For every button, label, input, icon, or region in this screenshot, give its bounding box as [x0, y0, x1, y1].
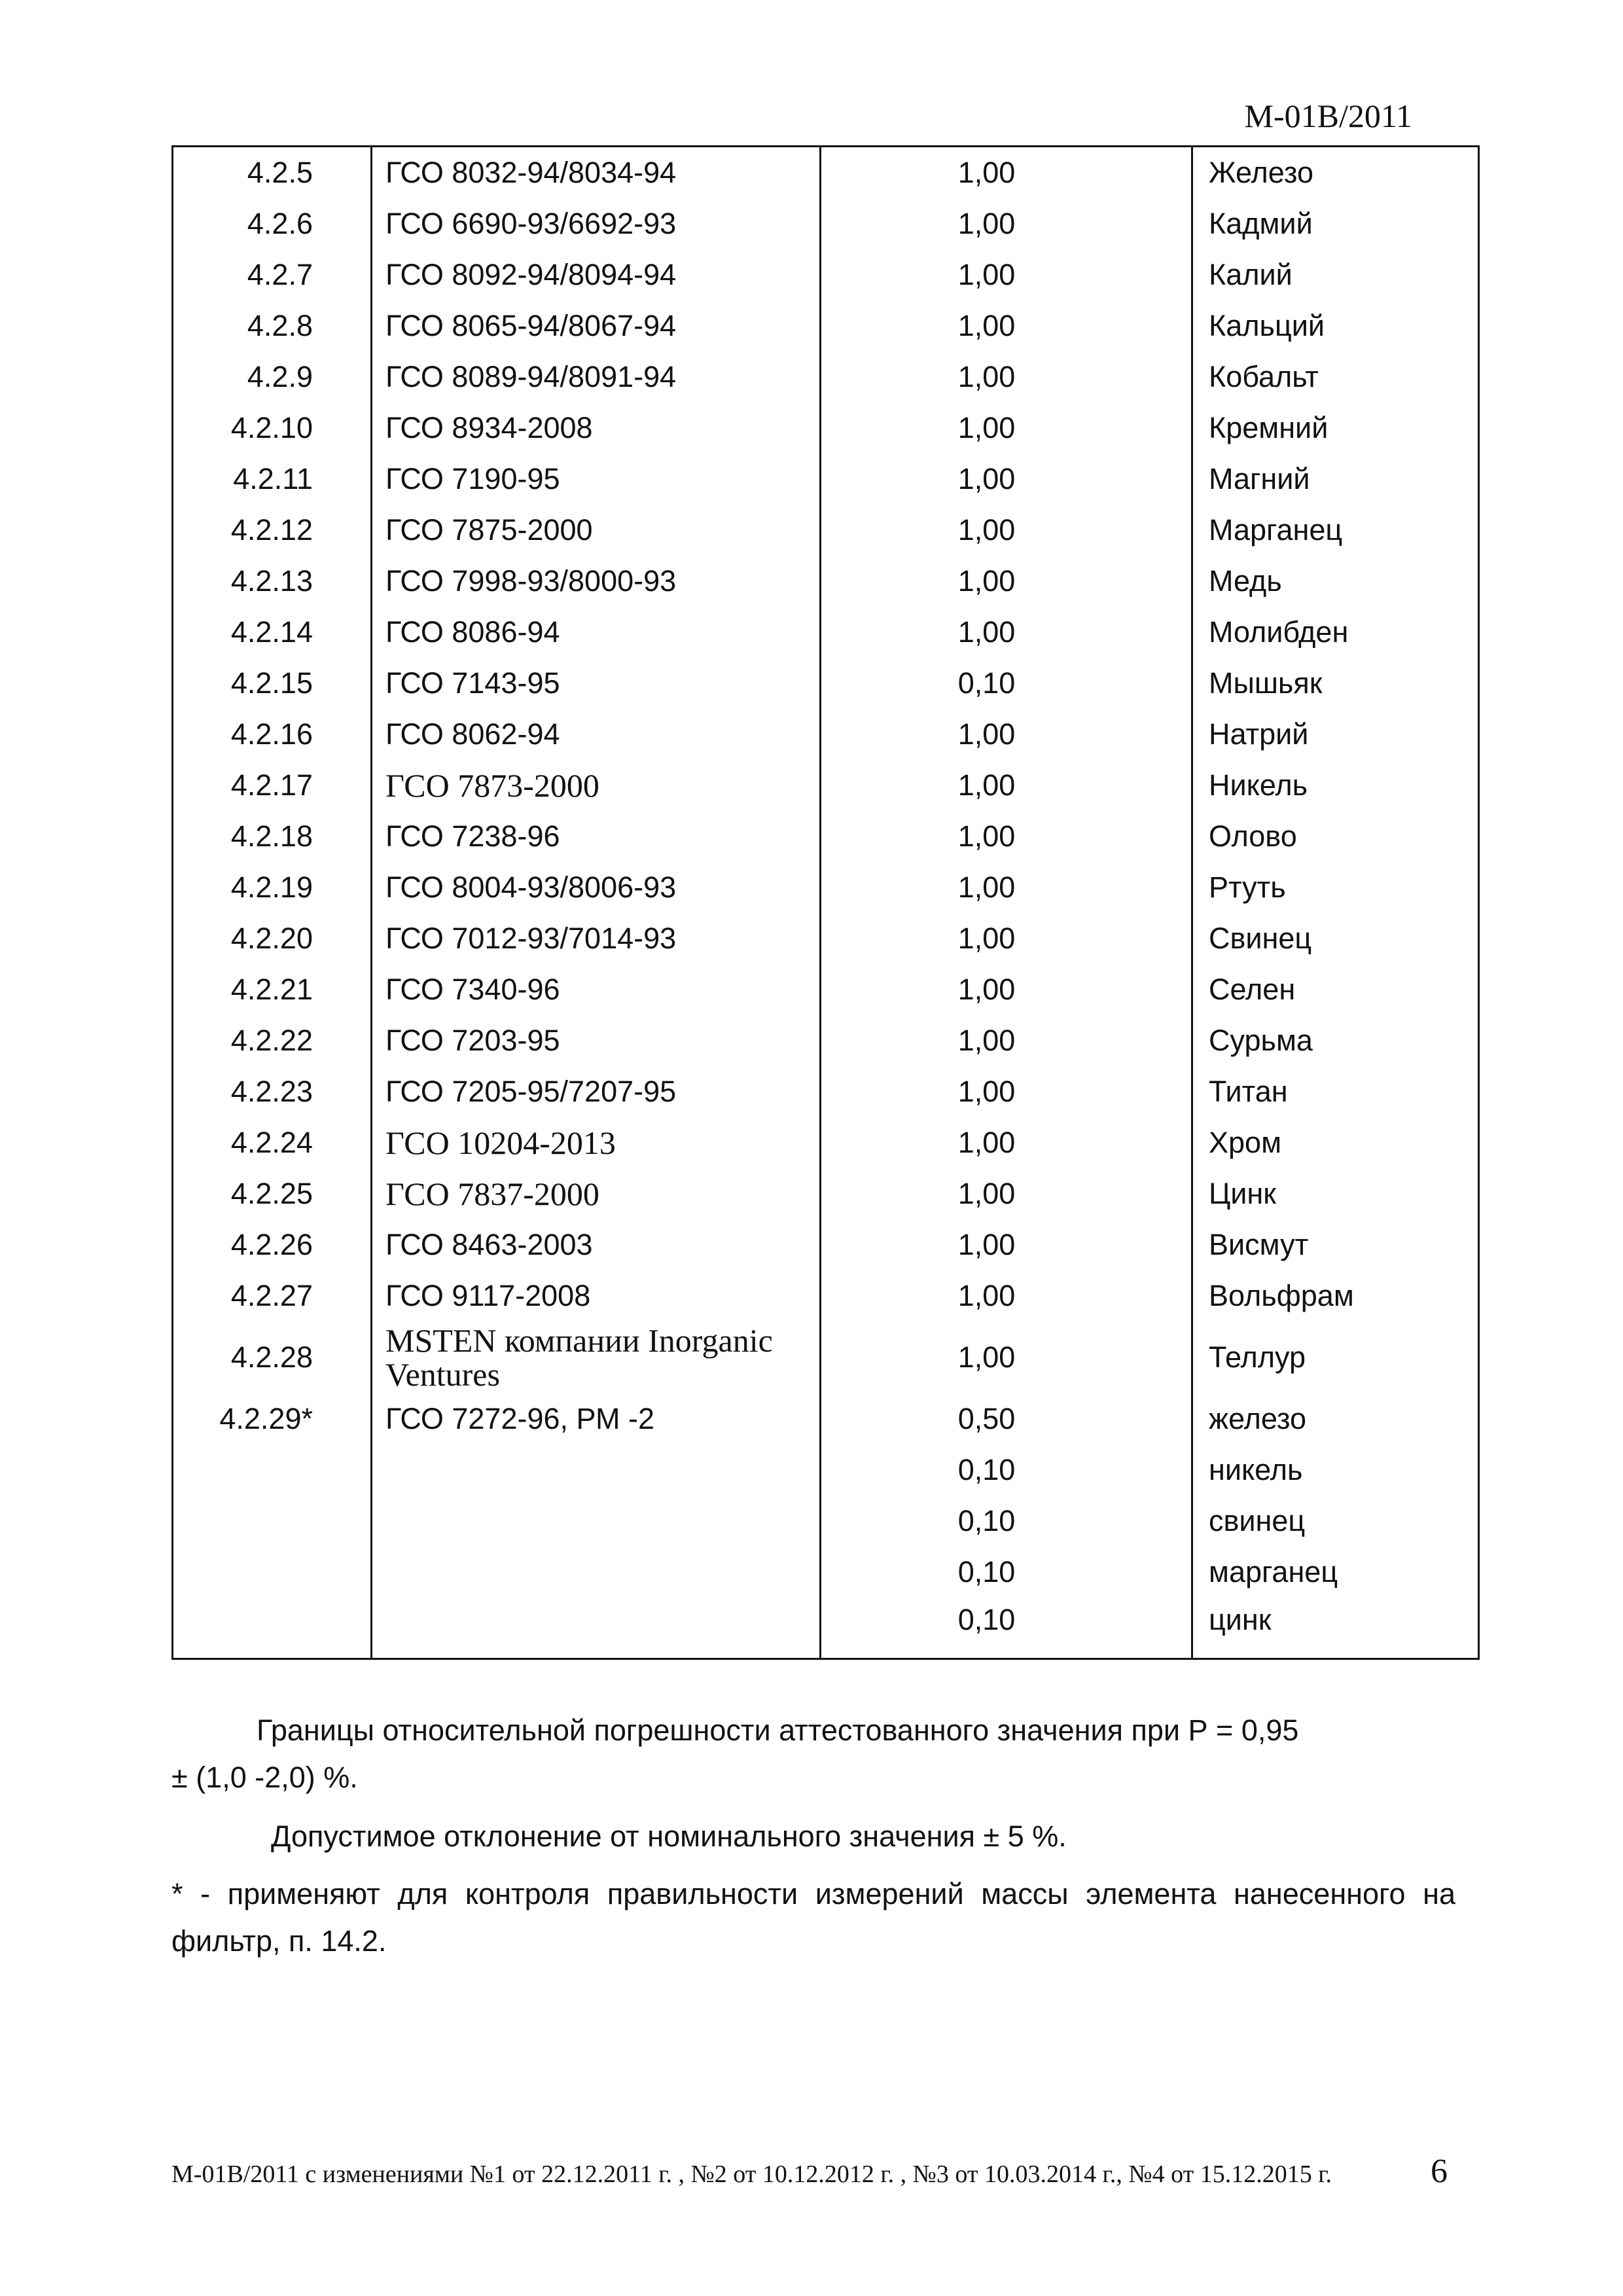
standard-cell: ГСО 7238-96 [372, 811, 821, 862]
standard-cell: ГСО 9117-2008 [372, 1270, 821, 1321]
standard-cell: ГСО 8089-94/8091-94 [372, 351, 821, 403]
value-cell: 1,00 [821, 1066, 1192, 1117]
row-number-cell: 4.2.26 [173, 1219, 372, 1270]
note-line-5: фильтр, п. 14.2. [171, 1924, 387, 1958]
element-cell: Медь [1192, 556, 1479, 607]
element-cell: Никель [1192, 760, 1479, 811]
table-row [173, 1219, 1479, 1270]
value-cell: 0,10 [821, 1444, 1192, 1496]
table-row [173, 1547, 1479, 1598]
row-number-cell: 4.2.29* [173, 1393, 372, 1444]
row-number-cell: 4.2.23 [173, 1066, 372, 1117]
row-number-cell: 4.2.13 [173, 556, 372, 607]
standard-cell [372, 1598, 821, 1659]
table-row [173, 249, 1479, 300]
table-row [173, 198, 1479, 249]
standard-cell: ГСО 7012-93/7014-93 [372, 913, 821, 964]
element-cell: марганец [1192, 1547, 1479, 1598]
element-cell: Кадмий [1192, 198, 1479, 249]
page-number: 6 [1431, 2153, 1448, 2190]
value-cell: 0,10 [821, 1598, 1192, 1659]
element-cell: Селен [1192, 964, 1479, 1015]
standards-table-body [173, 147, 1479, 1659]
element-cell: Теллур [1192, 1321, 1479, 1393]
element-cell: Свинец [1192, 913, 1479, 964]
table-row [173, 300, 1479, 351]
row-number-cell: 4.2.8 [173, 300, 372, 351]
row-number-cell: 4.2.24 [173, 1117, 372, 1168]
value-cell: 0,10 [821, 658, 1192, 709]
element-cell: Олово [1192, 811, 1479, 862]
standard-cell: ГСО 7190-95 [372, 454, 821, 505]
document-code: М-01В/2011 [1244, 98, 1412, 134]
element-cell: Калий [1192, 249, 1479, 300]
standard-cell: ГСО 10204-2013 [372, 1117, 821, 1168]
table-row [173, 1270, 1479, 1321]
row-number-cell [173, 1547, 372, 1598]
standard-cell: ГСО 7203-95 [372, 1015, 821, 1066]
element-cell: никель [1192, 1444, 1479, 1496]
standard-cell: ГСО 7873-2000 [372, 760, 821, 811]
value-cell: 1,00 [821, 403, 1192, 454]
table-row [173, 964, 1479, 1015]
note-line-1: Границы относительной погрешности аттестованного значения при Р = 0,95 [257, 1713, 1299, 1747]
element-cell: Кремний [1192, 403, 1479, 454]
row-number-cell: 4.2.10 [173, 403, 372, 454]
value-cell: 0,10 [821, 1547, 1192, 1598]
table-row [173, 760, 1479, 811]
row-number-cell: 4.2.21 [173, 964, 372, 1015]
row-number-cell: 4.2.27 [173, 1270, 372, 1321]
table-row [173, 1321, 1479, 1393]
value-cell: 1,00 [821, 709, 1192, 760]
row-number-cell: 4.2.28 [173, 1321, 372, 1393]
row-number-cell: 4.2.5 [173, 147, 372, 199]
value-cell: 1,00 [821, 351, 1192, 403]
standard-cell: MSTEN компании Inorganic Ventures [372, 1321, 821, 1393]
value-cell: 1,00 [821, 760, 1192, 811]
standard-cell [372, 1547, 821, 1598]
row-number-cell [173, 1496, 372, 1547]
element-cell: Кобальт [1192, 351, 1479, 403]
value-cell: 1,00 [821, 300, 1192, 351]
value-cell: 1,00 [821, 556, 1192, 607]
table-row [173, 1015, 1479, 1066]
row-number-cell: 4.2.12 [173, 505, 372, 556]
table-row [173, 1168, 1479, 1219]
table-row [173, 1393, 1479, 1444]
row-number-cell [173, 1444, 372, 1496]
row-number-cell: 4.2.7 [173, 249, 372, 300]
element-cell: Мышьяк [1192, 658, 1479, 709]
row-number-cell: 4.2.6 [173, 198, 372, 249]
row-number-cell: 4.2.22 [173, 1015, 372, 1066]
value-cell: 0,50 [821, 1393, 1192, 1444]
footer-revisions: М-01В/2011 с изменениями №1 от 22.12.2011 г. , №2 от 10.12.2012 г. , №3 от 10.03.2014 г., №4 от 15.12.2015 г. [171, 2161, 1332, 2188]
standard-cell: ГСО 8032-94/8034-94 [372, 147, 821, 199]
table-row [173, 454, 1479, 505]
standard-cell: ГСО 7272-96, РМ -2 [372, 1393, 821, 1444]
value-cell: 1,00 [821, 147, 1192, 199]
table-row [173, 1444, 1479, 1496]
table-row [173, 556, 1479, 607]
table-row [173, 505, 1479, 556]
table-row [173, 1066, 1479, 1117]
element-cell: Молибден [1192, 607, 1479, 658]
row-number-cell: 4.2.11 [173, 454, 372, 505]
standard-cell: ГСО 7837-2000 [372, 1168, 821, 1219]
table-row [173, 147, 1479, 199]
element-cell: Магний [1192, 454, 1479, 505]
element-cell: Железо [1192, 147, 1479, 199]
table-row [173, 1598, 1479, 1659]
standard-cell: ГСО 7143-95 [372, 658, 821, 709]
standard-cell: ГСО 7875-2000 [372, 505, 821, 556]
element-cell: Вольфрам [1192, 1270, 1479, 1321]
value-cell: 1,00 [821, 454, 1192, 505]
value-cell: 1,00 [821, 505, 1192, 556]
value-cell: 1,00 [821, 811, 1192, 862]
element-cell: Титан [1192, 1066, 1479, 1117]
note-line-3: Допустимое отклонение от номинального значения ± 5 %. [271, 1820, 1067, 1853]
row-number-cell: 4.2.15 [173, 658, 372, 709]
element-cell: свинец [1192, 1496, 1479, 1547]
table-row [173, 1117, 1479, 1168]
row-number-cell: 4.2.25 [173, 1168, 372, 1219]
value-cell: 1,00 [821, 1168, 1192, 1219]
row-number-cell: 4.2.17 [173, 760, 372, 811]
element-cell: Висмут [1192, 1219, 1479, 1270]
row-number-cell: 4.2.20 [173, 913, 372, 964]
element-cell: Цинк [1192, 1168, 1479, 1219]
row-number-cell: 4.2.18 [173, 811, 372, 862]
value-cell: 1,00 [821, 862, 1192, 913]
element-cell: Сурьма [1192, 1015, 1479, 1066]
element-cell: Натрий [1192, 709, 1479, 760]
standard-cell: ГСО 8092-94/8094-94 [372, 249, 821, 300]
row-number-cell: 4.2.16 [173, 709, 372, 760]
standard-cell: ГСО 8934-2008 [372, 403, 821, 454]
standard-cell: ГСО 7340-96 [372, 964, 821, 1015]
table-row [173, 658, 1479, 709]
standards-table [171, 145, 1480, 1660]
element-cell: железо [1192, 1393, 1479, 1444]
value-cell: 1,00 [821, 198, 1192, 249]
standard-cell: ГСО 8065-94/8067-94 [372, 300, 821, 351]
table-row [173, 351, 1479, 403]
table-row [173, 607, 1479, 658]
standard-cell [372, 1496, 821, 1547]
value-cell: 1,00 [821, 964, 1192, 1015]
standard-cell: ГСО 8086-94 [372, 607, 821, 658]
standard-cell: ГСО 8004-93/8006-93 [372, 862, 821, 913]
row-number-cell: 4.2.14 [173, 607, 372, 658]
standard-cell: ГСО 7998-93/8000-93 [372, 556, 821, 607]
standard-cell: ГСО 8463-2003 [372, 1219, 821, 1270]
element-cell: Кальций [1192, 300, 1479, 351]
row-number-cell: 4.2.9 [173, 351, 372, 403]
note-line-2: ± (1,0 -2,0) %. [171, 1761, 358, 1794]
table-row [173, 862, 1479, 913]
value-cell: 1,00 [821, 1117, 1192, 1168]
standard-cell: ГСО 7205-95/7207-95 [372, 1066, 821, 1117]
value-cell: 1,00 [821, 1321, 1192, 1393]
table-row [173, 403, 1479, 454]
element-cell: цинк [1192, 1598, 1479, 1659]
standard-cell [372, 1444, 821, 1496]
standard-cell: ГСО 6690-93/6692-93 [372, 198, 821, 249]
element-cell: Марганец [1192, 505, 1479, 556]
value-cell: 1,00 [821, 913, 1192, 964]
value-cell: 0,10 [821, 1496, 1192, 1547]
value-cell: 1,00 [821, 1270, 1192, 1321]
table-row [173, 709, 1479, 760]
value-cell: 1,00 [821, 607, 1192, 658]
element-cell: Хром [1192, 1117, 1479, 1168]
row-number-cell: 4.2.19 [173, 862, 372, 913]
element-cell: Ртуть [1192, 862, 1479, 913]
value-cell: 1,00 [821, 249, 1192, 300]
value-cell: 1,00 [821, 1219, 1192, 1270]
row-number-cell [173, 1598, 372, 1659]
note-line-4: * - применяют для контроля правильности измерений массы элемента нанесенного на [171, 1877, 1455, 1910]
table-row [173, 811, 1479, 862]
table-row [173, 913, 1479, 964]
standard-cell: ГСО 8062-94 [372, 709, 821, 760]
table-row [173, 1496, 1479, 1547]
value-cell: 1,00 [821, 1015, 1192, 1066]
